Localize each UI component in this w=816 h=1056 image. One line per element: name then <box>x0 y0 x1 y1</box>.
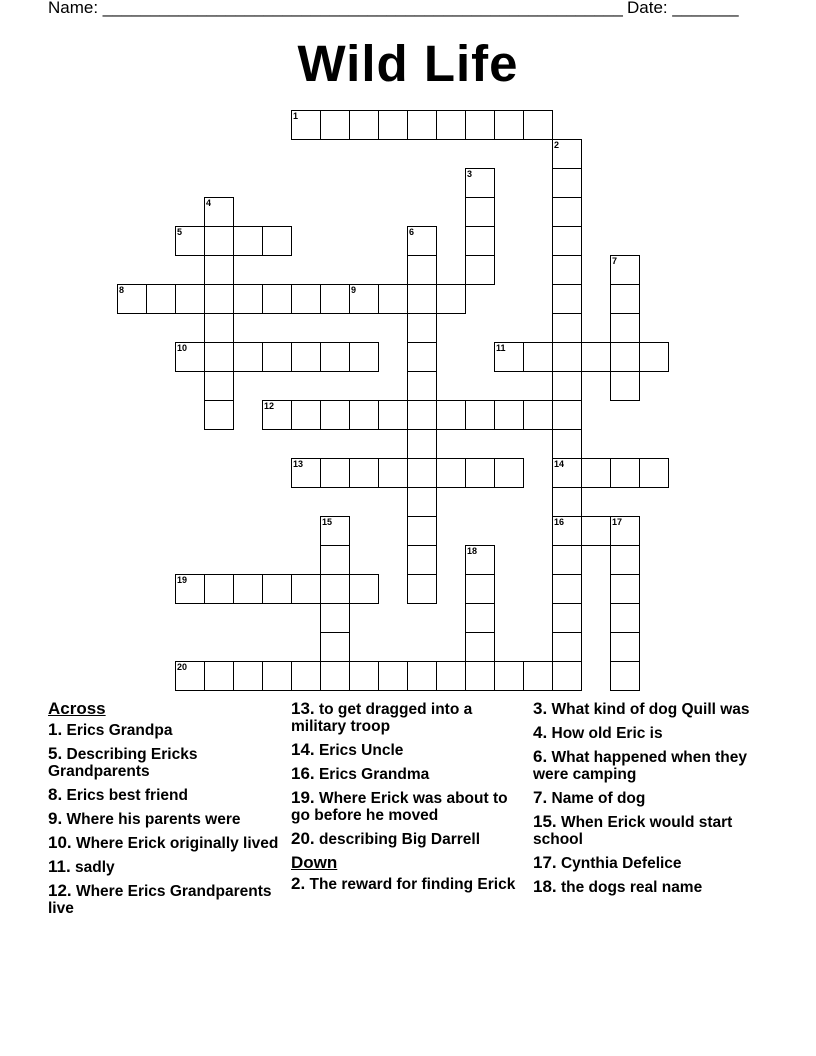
grid-cell[interactable] <box>117 284 147 314</box>
grid-cell[interactable] <box>349 661 379 691</box>
clue-item-text: Describing Ericks Grandparents <box>48 746 198 780</box>
grid-cell[interactable] <box>465 574 495 604</box>
clue-number: 18 <box>467 546 478 556</box>
clues-column-2 <box>291 700 526 899</box>
across-heading: Across <box>48 699 106 718</box>
clue-item-text: Erics best friend <box>62 787 188 804</box>
grid-cell[interactable] <box>465 168 495 198</box>
grid-cell[interactable] <box>204 197 234 227</box>
clue-item <box>48 786 283 804</box>
clue-number: 8 <box>119 285 125 295</box>
grid-cell[interactable] <box>378 400 408 430</box>
grid-cell[interactable] <box>291 284 321 314</box>
clue-item-text: The reward for finding Erick <box>305 876 516 893</box>
clue-number: 3 <box>467 169 473 179</box>
clue-item <box>48 834 283 852</box>
grid-cell[interactable] <box>233 661 263 691</box>
grid-cell[interactable] <box>175 284 205 314</box>
clue-item-number: 6. <box>533 747 548 766</box>
grid-cell[interactable] <box>610 255 640 285</box>
grid-cell[interactable] <box>175 342 205 372</box>
grid-cell[interactable] <box>407 226 437 256</box>
grid-cell[interactable] <box>436 661 466 691</box>
clue-item-number: 18. <box>533 877 557 896</box>
clue-item-number: 20. <box>291 829 315 848</box>
grid-cell[interactable] <box>407 400 437 430</box>
clue-item <box>291 700 526 735</box>
clue-item <box>533 854 773 872</box>
clue-item <box>291 765 526 783</box>
clue-item-text: Erics Grandpa <box>62 722 173 739</box>
grid-cell[interactable] <box>465 458 495 488</box>
grid-cell[interactable] <box>523 400 553 430</box>
grid-cell[interactable] <box>523 342 553 372</box>
clue-item-number: 13. <box>291 699 315 718</box>
grid-cell[interactable] <box>233 574 263 604</box>
grid-cell[interactable] <box>204 226 234 256</box>
clue-item <box>291 875 526 893</box>
clue-number: 6 <box>409 227 415 237</box>
grid-cell[interactable] <box>610 632 640 662</box>
clue-item <box>48 745 283 780</box>
clue-number: 2 <box>554 140 560 150</box>
clue-item-text: Erics Uncle <box>314 742 404 759</box>
grid-cell[interactable] <box>407 110 437 140</box>
clue-item <box>291 789 526 824</box>
grid-cell[interactable] <box>320 516 350 546</box>
clue-item <box>533 748 773 783</box>
grid-cell[interactable] <box>262 342 292 372</box>
grid-cell[interactable] <box>523 661 553 691</box>
clue-item-number: 2. <box>291 874 306 893</box>
grid-cell[interactable] <box>465 400 495 430</box>
clue-number: 9 <box>351 285 357 295</box>
across-clue-list-continued <box>291 700 526 848</box>
clue-item <box>48 810 283 828</box>
clue-item-number: 16. <box>291 764 315 783</box>
grid-cell[interactable] <box>204 371 234 401</box>
clue-item-number: 14. <box>291 740 315 759</box>
clue-item-text: to get dragged into a military troop <box>291 701 473 735</box>
clue-item-number: 12. <box>48 881 72 900</box>
grid-cell[interactable] <box>291 661 321 691</box>
grid-cell[interactable] <box>494 110 524 140</box>
grid-cell[interactable] <box>436 110 466 140</box>
grid-cell[interactable] <box>552 574 582 604</box>
grid-cell[interactable] <box>552 284 582 314</box>
grid-cell[interactable] <box>262 400 292 430</box>
grid-cell[interactable] <box>494 458 524 488</box>
clue-item-text: the dogs real name <box>556 879 703 896</box>
grid-cell[interactable] <box>552 371 582 401</box>
grid-cell[interactable] <box>610 574 640 604</box>
grid-cell[interactable] <box>465 632 495 662</box>
clue-item-text: Where Erics Grandparents live <box>48 883 272 917</box>
clue-item-text: Erics Grandma <box>314 766 430 783</box>
grid-cell[interactable] <box>552 661 582 691</box>
grid-cell[interactable] <box>407 284 437 314</box>
grid-cell[interactable] <box>552 226 582 256</box>
clue-item-number: 4. <box>533 723 548 742</box>
grid-cell[interactable] <box>204 313 234 343</box>
clue-number: 14 <box>554 459 565 469</box>
clue-item-number: 10. <box>48 833 72 852</box>
clue-number: 19 <box>177 575 188 585</box>
grid-cell[interactable] <box>262 661 292 691</box>
clue-item-text: Where Erick was about to go before he moved <box>291 790 508 824</box>
clue-item-number: 17. <box>533 853 557 872</box>
grid-cell[interactable] <box>320 603 350 633</box>
grid-cell[interactable] <box>552 545 582 575</box>
grid-cell[interactable] <box>465 603 495 633</box>
grid-cell[interactable] <box>639 342 669 372</box>
grid-cell[interactable] <box>175 226 205 256</box>
grid-cell[interactable] <box>320 661 350 691</box>
down-clue-list <box>291 875 526 893</box>
grid-cell[interactable] <box>494 342 524 372</box>
clue-item-text: Name of dog <box>547 790 646 807</box>
grid-cell[interactable] <box>407 342 437 372</box>
clue-item <box>533 813 773 848</box>
clue-item-number: 1. <box>48 720 63 739</box>
grid-cell[interactable] <box>291 342 321 372</box>
grid-cell[interactable] <box>465 255 495 285</box>
grid-cell[interactable] <box>407 313 437 343</box>
grid-cell[interactable] <box>204 661 234 691</box>
grid-cell[interactable] <box>552 313 582 343</box>
grid-cell[interactable] <box>291 458 321 488</box>
grid-cell[interactable] <box>204 400 234 430</box>
clue-item <box>291 830 526 848</box>
clue-item-text: Where Erick originally lived <box>71 835 279 852</box>
grid-cell[interactable] <box>233 284 263 314</box>
grid-cell[interactable] <box>204 284 234 314</box>
clue-item-number: 15. <box>533 812 557 831</box>
grid-cell[interactable] <box>204 574 234 604</box>
clue-item-number: 9. <box>48 809 63 828</box>
clue-number: 17 <box>612 517 623 527</box>
grid-cell[interactable] <box>581 342 611 372</box>
across-clue-list <box>48 721 283 917</box>
grid-cell[interactable] <box>291 574 321 604</box>
grid-cell[interactable] <box>262 574 292 604</box>
clue-item-text: Where his parents were <box>62 811 241 828</box>
grid-cell[interactable] <box>552 168 582 198</box>
grid-cell[interactable] <box>407 661 437 691</box>
grid-cell[interactable] <box>262 226 292 256</box>
grid-cell[interactable] <box>465 110 495 140</box>
grid-cell[interactable] <box>378 458 408 488</box>
grid-cell[interactable] <box>349 574 379 604</box>
clue-item-number: 3. <box>533 699 548 718</box>
clue-item-text: What kind of dog Quill was <box>547 701 750 718</box>
clue-number: 11 <box>496 343 506 353</box>
grid-cell[interactable] <box>378 661 408 691</box>
grid-cell[interactable] <box>581 516 611 546</box>
grid-cell[interactable] <box>581 458 611 488</box>
grid-cell[interactable] <box>610 342 640 372</box>
grid-cell[interactable] <box>204 255 234 285</box>
grid-cell[interactable] <box>320 458 350 488</box>
clues-column-3 <box>533 700 773 902</box>
grid-cell[interactable] <box>436 284 466 314</box>
clue-number: 10 <box>177 343 188 353</box>
grid-cell[interactable] <box>262 284 292 314</box>
grid-cell[interactable] <box>552 139 582 169</box>
clue-number: 16 <box>554 517 565 527</box>
clue-item <box>533 724 773 742</box>
down-clue-list-continued <box>533 700 773 896</box>
clue-item-text: When Erick would start school <box>533 814 733 848</box>
grid-cell[interactable] <box>320 342 350 372</box>
grid-cell[interactable] <box>146 284 176 314</box>
grid-cell[interactable] <box>320 632 350 662</box>
clue-item-number: 5. <box>48 744 63 763</box>
grid-cell[interactable] <box>407 458 437 488</box>
grid-cell[interactable] <box>523 110 553 140</box>
grid-cell[interactable] <box>407 429 437 459</box>
grid-cell[interactable] <box>552 603 582 633</box>
name-field-label: Name: _______________________________________________________ <box>48 0 623 17</box>
clue-item <box>48 882 283 917</box>
grid-cell[interactable] <box>465 545 495 575</box>
clues-column-1 <box>48 700 283 923</box>
grid-cell[interactable] <box>610 284 640 314</box>
grid-cell[interactable] <box>610 458 640 488</box>
clue-item-text: describing Big Darrell <box>314 831 481 848</box>
grid-cell[interactable] <box>175 574 205 604</box>
clue-number: 5 <box>177 227 183 237</box>
grid-cell[interactable] <box>610 661 640 691</box>
grid-cell[interactable] <box>320 545 350 575</box>
grid-cell[interactable] <box>552 516 582 546</box>
grid-cell[interactable] <box>407 545 437 575</box>
grid-cell[interactable] <box>552 255 582 285</box>
clue-number: 15 <box>322 517 333 527</box>
grid-cell[interactable] <box>349 458 379 488</box>
clue-number: 1 <box>293 111 299 121</box>
clue-item-text: Cynthia Defelice <box>556 855 682 872</box>
clue-item <box>533 700 773 718</box>
grid-cell[interactable] <box>552 342 582 372</box>
grid-cell[interactable] <box>552 458 582 488</box>
clue-number: 7 <box>612 256 618 266</box>
grid-cell[interactable] <box>407 371 437 401</box>
grid-cell[interactable] <box>320 400 350 430</box>
clue-item <box>48 858 283 876</box>
grid-cell[interactable] <box>349 110 379 140</box>
grid-cell[interactable] <box>465 661 495 691</box>
clue-item-text: sadly <box>70 859 115 876</box>
clue-number: 12 <box>264 401 275 411</box>
grid-cell[interactable] <box>378 284 408 314</box>
grid-cell[interactable] <box>465 197 495 227</box>
grid-cell[interactable] <box>552 429 582 459</box>
grid-cell[interactable] <box>610 603 640 633</box>
grid-cell[interactable] <box>552 487 582 517</box>
grid-cell[interactable] <box>436 400 466 430</box>
grid-cell[interactable] <box>407 574 437 604</box>
clue-item <box>533 789 773 807</box>
grid-cell[interactable] <box>349 400 379 430</box>
grid-cell[interactable] <box>610 516 640 546</box>
clue-item-number: 7. <box>533 788 548 807</box>
page-title: Wild Life <box>297 35 519 92</box>
grid-cell[interactable] <box>320 574 350 604</box>
grid-cell[interactable] <box>320 284 350 314</box>
grid-cell[interactable] <box>436 458 466 488</box>
clue-item-text: How old Eric is <box>547 725 663 742</box>
grid-cell[interactable] <box>552 400 582 430</box>
clue-number: 13 <box>293 459 304 469</box>
clue-number: 4 <box>206 198 212 208</box>
down-heading: Down <box>291 853 338 872</box>
grid-cell[interactable] <box>233 342 263 372</box>
clue-item-number: 19. <box>291 788 315 807</box>
clue-item-number: 8. <box>48 785 63 804</box>
grid-cell[interactable] <box>494 661 524 691</box>
grid-cell[interactable] <box>291 400 321 430</box>
grid-cell[interactable] <box>204 342 234 372</box>
date-field-label: Date: _______ <box>627 0 739 17</box>
grid-cell[interactable] <box>407 255 437 285</box>
clue-number: 20 <box>177 662 188 672</box>
grid-cell[interactable] <box>610 371 640 401</box>
clue-item <box>533 878 773 896</box>
grid-cell[interactable] <box>610 313 640 343</box>
clue-item-number: 11. <box>48 857 71 876</box>
grid-cell[interactable] <box>494 400 524 430</box>
grid-cell[interactable] <box>407 516 437 546</box>
grid-cell[interactable] <box>407 487 437 517</box>
clue-item <box>48 721 283 739</box>
grid-cell[interactable] <box>378 110 408 140</box>
grid-cell[interactable] <box>349 284 379 314</box>
clue-item-text: What happened when they were camping <box>533 749 747 783</box>
grid-cell[interactable] <box>610 545 640 575</box>
grid-cell[interactable] <box>320 110 350 140</box>
grid-cell[interactable] <box>639 458 669 488</box>
grid-cell[interactable] <box>175 661 205 691</box>
grid-cell[interactable] <box>233 226 263 256</box>
grid-cell[interactable] <box>291 110 321 140</box>
grid-cell[interactable] <box>465 226 495 256</box>
clue-item <box>291 741 526 759</box>
grid-cell[interactable] <box>552 632 582 662</box>
grid-cell[interactable] <box>552 197 582 227</box>
grid-cell[interactable] <box>349 342 379 372</box>
